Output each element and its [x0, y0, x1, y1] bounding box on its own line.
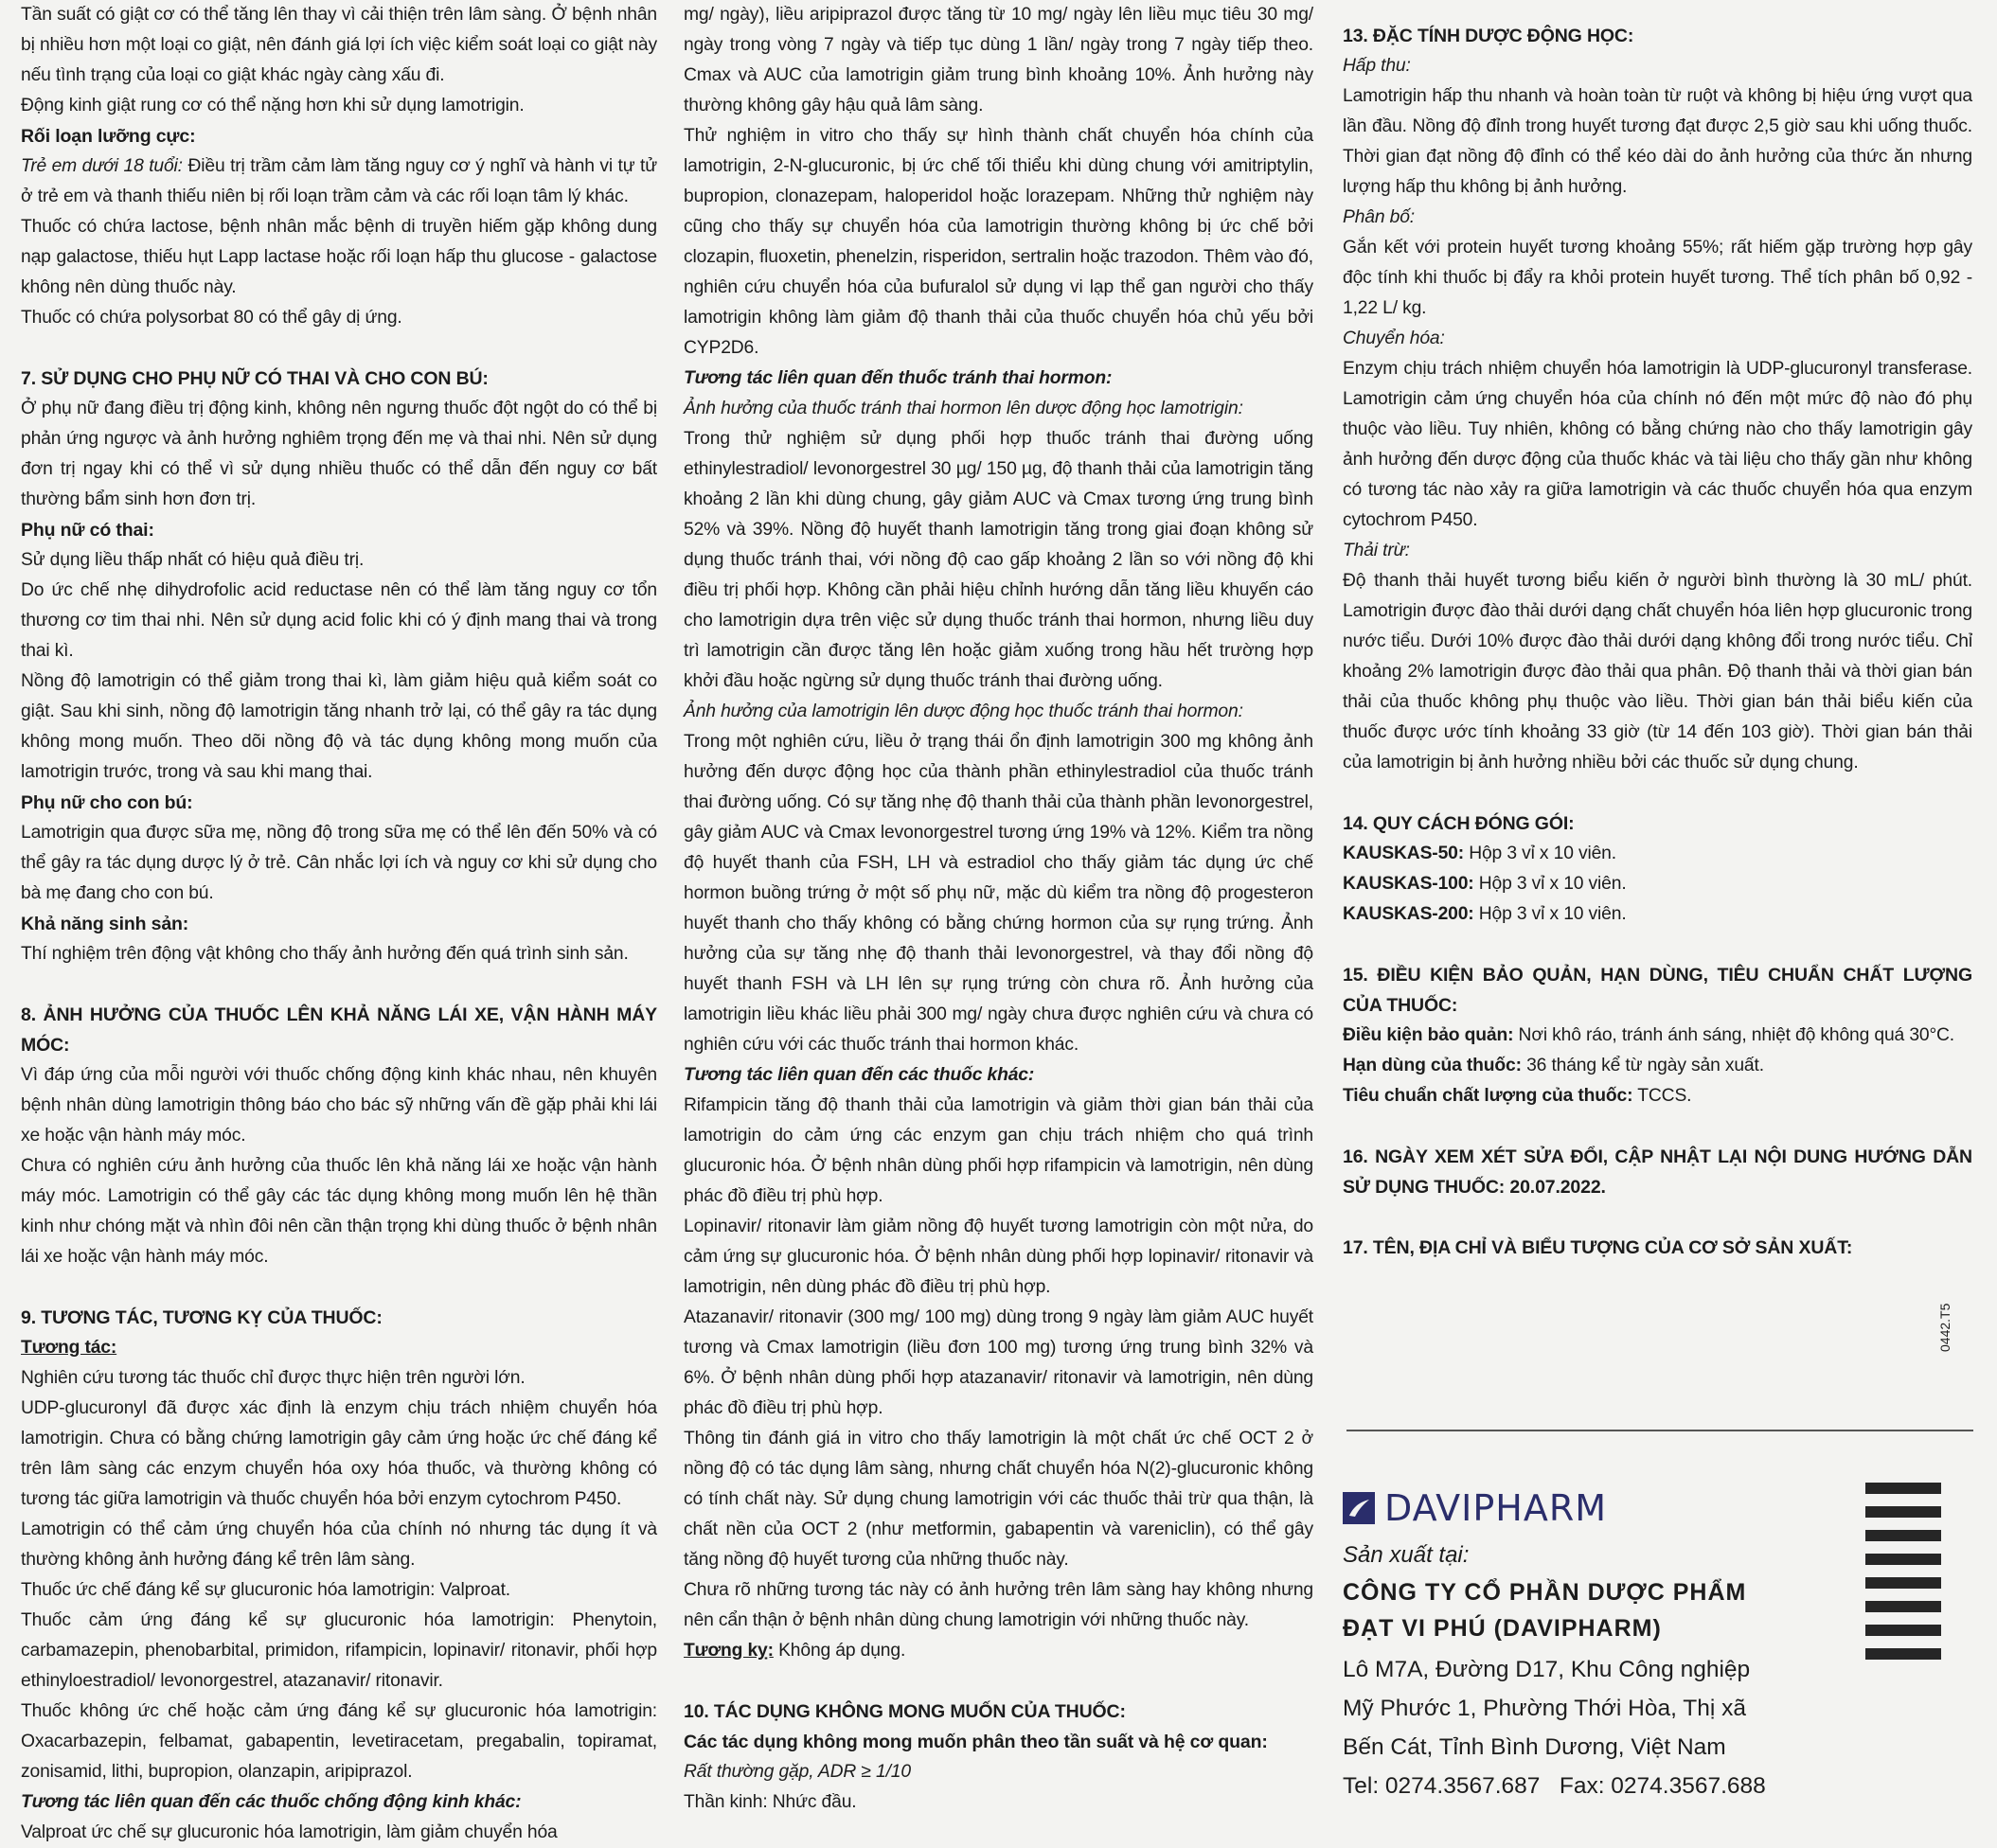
subheading [21, 1333, 657, 1363]
section-heading [1343, 1142, 1972, 1202]
paragraph [21, 666, 657, 788]
address-line3: Bến Cát, Tỉnh Bình Dương, Việt Nam [1343, 1734, 1726, 1760]
phone-fax: Tel: 0274.3567.687 Fax: 0274.3567.688 [1343, 1773, 1766, 1799]
paragraph [1343, 839, 1972, 869]
text: Thuốc không ức chế hoặc cảm ứng đáng kể sự glucuronic hóa lamotrigin: Oxacarbazepin, felbamat, gabapentin, levetiracetam, pregabalin, topiramat, zonisamid, lithi, bupropion, olanzapin, aripiprazol. [21, 1701, 657, 1782]
paragraph [21, 1818, 657, 1848]
paragraph [21, 1060, 657, 1151]
section-heading [21, 1303, 657, 1333]
paragraph [21, 91, 657, 121]
lead-text: Điều kiện bảo quản: [1343, 1025, 1514, 1045]
text: Enzym chịu trách nhiệm chuyển hóa lamotrigin là UDP-glucuronyl transferase. Lamotrigin cảm ứng chuyển hóa của chính nó đến một mức độ nào đó phụ thuộc vào liều. Tuy nhiên, không có bằng chứng nào cho thấy lamotrigin gây ảnh hưởng đến dược động của thuốc khác và tài liệu cho thấy gần như không có tương tác nào xảy ra giữa lamotrigin và các thuốc chuyển hóa qua enzym cytochrom P450. [1343, 359, 1972, 530]
text: Phụ nữ có thai: [21, 520, 154, 541]
paragraph [1343, 899, 1972, 930]
divider-line [1346, 1430, 1973, 1431]
text: Hộp 3 vỉ x 10 viên. [1473, 904, 1627, 924]
spacer [21, 333, 657, 364]
lead-text: KAUSKAS-100: [1343, 874, 1474, 894]
text: 10. TÁC DỤNG KHÔNG MONG MUỐN CỦA THUỐC: [684, 1701, 1126, 1722]
paragraph [1343, 233, 1972, 324]
text: Thuốc có chứa lactose, bệnh nhân mắc bệnh di truyền hiếm gặp không dung nạp galactose, thiếu hụt Lapp lactase hoặc rối loạn hấp thu glucose - galactose không nên dùng thuốc này. [21, 217, 657, 297]
spacer [684, 1666, 1313, 1697]
text: Tương tác liên quan đến các thuốc khác: [684, 1065, 1035, 1085]
document-code: 0442.T5 [1937, 1303, 1952, 1352]
text: Điều trị trầm cảm làm tăng nguy cơ ý nghĩ và hành vi tự tử ở trẻ em và thanh thiếu niên bị rối loạn trầm cảm và các rối loạn tâm lý khác. [21, 156, 657, 206]
text: 7. SỬ DỤNG CHO PHỤ NỮ CÓ THAI VÀ CHO CON BÚ: [21, 368, 489, 389]
davipharm-logo-icon [1343, 1492, 1375, 1524]
text: Hộp 3 vỉ x 10 viên. [1473, 874, 1627, 894]
paragraph [1343, 869, 1972, 899]
text: Vì đáp ứng của mỗi người với thuốc chống động kinh khác nhau, nên khuyên bệnh nhân dùng lamotrigin thông báo cho bác sỹ những vấn đề gặp phải khi lái xe hoặc vận hành máy móc. [21, 1065, 657, 1146]
section-heading [21, 364, 657, 394]
paragraph [21, 1606, 657, 1697]
subheading [21, 121, 657, 151]
paragraph [684, 1091, 1313, 1212]
paragraph [684, 1575, 1313, 1636]
text: Lamotrigin hấp thu nhanh và hoàn toàn từ ruột và không bị hiệu ứng vượt qua lần đầu. Nồng độ đỉnh trong huyết tương đạt được 2,5 giờ sau khi uống thuốc. Thời gian đạt nồng độ đỉnh có thể kéo dài do ảnh hưởng của thức ăn nhưng lượng hấp thu không bị ảnh hưởng. [1343, 86, 1972, 197]
text: UDP-glucuronyl đã được xác định là enzym chịu trách nhiệm chuyển hóa lamotrigin. Chưa có bằng chứng lamotrigin gây cảm ứng hoặc ức chế đáng kể trên lâm sàng các enzym chuyển hóa oxy hóa thuốc, và thường không có tương tác giữa lamotrigin và thuốc chuyển hóa bởi enzym cytochrom P450. [21, 1398, 657, 1509]
text: Nghiên cứu tương tác thuốc chỉ được thực hiện trên người lớn. [21, 1368, 526, 1388]
text: Tương tác liên quan đến các thuốc chống động kinh khác: [21, 1792, 522, 1812]
text: 8. ẢNH HƯỞNG CỦA THUỐC LÊN KHẢ NĂNG LÁI XE, VẬN HÀNH MÁY MÓC: [21, 1004, 657, 1056]
subheading [1343, 51, 1972, 81]
subheading [1343, 324, 1972, 354]
spacer [1343, 1202, 1972, 1233]
paragraph [1343, 1021, 1972, 1051]
text: Động kinh giật rung cơ có thể nặng hơn khi sử dụng lamotrigin. [21, 96, 525, 116]
paragraph [1343, 354, 1972, 536]
paragraph [21, 939, 657, 969]
column-right [1343, 0, 1972, 1263]
paragraph [21, 576, 657, 666]
text: 17. TÊN, ĐỊA CHỈ VÀ BIỂU TƯỢNG CỦA CƠ SỞ SẢN XUẤT: [1343, 1237, 1853, 1258]
subheading [21, 909, 657, 939]
text: 13. ĐẶC TÍNH DƯỢC ĐỘNG HỌC: [1343, 26, 1634, 46]
paragraph [684, 424, 1313, 697]
text: Sử dụng liều thấp nhất có hiệu quả điều trị. [21, 550, 365, 570]
text: Lamotrigin qua được sữa mẹ, nồng độ trong sữa mẹ có thể lên đến 50% và có thể gây ra tác dụng dược lý ở trẻ. Cân nhắc lợi ích và nguy cơ khi sử dụng cho bà mẹ đang cho con bú. [21, 823, 657, 903]
text: Khả năng sinh sản: [21, 914, 189, 934]
paragraph [1343, 1081, 1972, 1111]
section-heading [1343, 960, 1972, 1021]
paragraph [684, 727, 1313, 1060]
lead-text: Tương kỵ: [684, 1641, 774, 1661]
text: Tần suất có giật cơ có thể tăng lên thay vì cải thiện trên lâm sàng. Ở bệnh nhân bị nhiều hơn một loại co giật, nên đánh giá lợi ích việc kiểm soát loại co giật này nếu tình trạng của loại co giật khác ngày càng xấu đi. [21, 5, 657, 85]
text: Hộp 3 vỉ x 10 viên. [1463, 844, 1616, 863]
text: Rối loạn lưỡng cực: [21, 126, 196, 147]
subheading [21, 788, 657, 818]
text: 16. NGÀY XEM XÉT SỬA ĐỔI, CẬP NHẬT LẠI NỘI DUNG HƯỚNG DẪN SỬ DỤNG THUỐC: 20.07.2022. [1343, 1146, 1972, 1198]
paragraph [684, 1212, 1313, 1303]
subheading [684, 697, 1313, 727]
column-left [21, 0, 657, 1848]
company-name-line1: CÔNG TY CỔ PHẦN DƯỢC PHẨM [1343, 1579, 1747, 1606]
text: Thử nghiệm in vitro cho thấy sự hình thành chất chuyển hóa chính của lamotrigin, 2-N-glucuronic, bị ức chế tối thiểu khi dùng chung với amitriptylin, bupropion, clonazepam, haloperidol hoặc lorazepam. Những thử nghiệm này cũng cho thấy sự chuyển hóa của lamotrigin thường không bị ức chế bởi clozapin, fluoxetin, phenelzin, risperidon, sertralin hoặc trazodon. Thêm vào đó, nghiên cứu chuyển hóa của bufuralol sử dụng vi lạp thể gan người cho thấy lamotrigin không làm giảm độ thanh thải của thuốc chuyển hóa chủ yếu bởi CYP2D6. [684, 126, 1313, 358]
lead-text: KAUSKAS-200: [1343, 904, 1474, 924]
address-line1: Lô M7A, Đường D17, Khu Công nghiệp [1343, 1657, 1751, 1682]
text: Phân bố: [1343, 207, 1415, 227]
text: Thuốc ức chế đáng kể sự glucuronic hóa lamotrigin: Valproat. [21, 1580, 510, 1600]
lead-text: KAUSKAS-50: [1343, 844, 1464, 863]
text: 14. QUY CÁCH ĐÓNG GÓI: [1343, 813, 1575, 834]
text: Tương tác: [21, 1338, 117, 1358]
paragraph [21, 151, 657, 212]
subheading [684, 364, 1313, 394]
made-at-label: Sản xuất tại: [1343, 1542, 1470, 1568]
lead-text: Trẻ em dưới 18 tuổi: [21, 156, 183, 176]
paragraph [684, 1636, 1313, 1666]
spacer [1343, 930, 1972, 960]
spacer [1343, 0, 1972, 21]
text: Gắn kết với protein huyết tương khoảng 55%; rất hiếm gặp trường hợp gây độc tính khi thuốc bị đẩy ra khỏi protein huyết tương. Thể tích phân bố 0,92 - 1,22 L/ kg. [1343, 238, 1972, 318]
subheading [684, 1060, 1313, 1091]
paragraph [684, 0, 1313, 121]
text: Không áp dụng. [773, 1641, 906, 1661]
paragraph [684, 1424, 1313, 1575]
paragraph [21, 394, 657, 515]
text: Chuyển hóa: [1343, 329, 1445, 348]
subheading [684, 1757, 1313, 1787]
text: mg/ ngày), liều aripiprazol được tăng từ 10 mg/ ngày lên liều mục tiêu 30 mg/ ngày trong vòng 7 ngày và tiếp tục dùng 1 lần/ ngày trong 7 ngày tiếp theo. Cmax và AUC của lamotrigin giảm trung bình khoảng 10%. Ảnh hưởng này thường không gây hậu quả lâm sàng. [684, 5, 1313, 116]
paragraph [21, 1394, 657, 1515]
text: Lopinavir/ ritonavir làm giảm nồng độ huyết tương lamotrigin còn một nửa, do cảm ứng sự glucuronic hóa. Ở bệnh nhân dùng phối hợp lopinavir/ ritonavir và lamotrigin, nên dùng phác đồ điều trị phù hợp. [684, 1217, 1313, 1297]
text: 9. TƯƠNG TÁC, TƯƠNG KỴ CỦA THUỐC: [21, 1307, 383, 1328]
paragraph [1343, 566, 1972, 778]
brand-logo [1343, 1487, 1873, 1529]
text: Lamotrigin có thể cảm ứng chuyển hóa của chính nó nhưng tác dụng ít và thường không ảnh hưởng đáng kể trên lâm sàng. [21, 1519, 657, 1570]
text: Nơi khô ráo, tránh ánh sáng, nhiệt độ không quá 30°C. [1513, 1025, 1955, 1045]
text: Valproat ức chế sự glucuronic hóa lamotrigin, làm giảm chuyển hóa [21, 1822, 558, 1842]
text: Thuốc có chứa polysorbat 80 có thể gây dị ứng. [21, 308, 402, 328]
text: Chưa rõ những tương tác này có ảnh hưởng trên lâm sàng hay không nhưng nên cẩn thận ở bệnh nhân dùng chung lamotrigin với những thuốc này. [684, 1580, 1313, 1630]
text: Thần kinh: Nhức đầu. [684, 1792, 857, 1812]
subheading [1343, 536, 1972, 566]
address-line2: Mỹ Phước 1, Phường Thới Hòa, Thị xã [1343, 1696, 1746, 1721]
text: Ảnh hưởng của lamotrigin lên dược động học thuốc tránh thai hormon: [684, 702, 1243, 721]
paragraph [21, 818, 657, 909]
subheading [684, 1727, 1313, 1757]
section-heading [1343, 1233, 1972, 1263]
paragraph [21, 1515, 657, 1575]
text: Thải trừ: [1343, 541, 1410, 560]
text: Thông tin đánh giá in vitro cho thấy lamotrigin là một chất ức chế OCT 2 ở nồng độ có tác dụng lâm sàng, nhưng chất chuyển hóa N(2)-glucuronic không có tính chất này. Sử dụng chung lamotrigin với các thuốc thải trừ qua thận, là chất nền của OCT 2 (như metformin, gabapentin và vareniclin), có thể gây tăng nồng độ huyết tương của những thuốc này. [684, 1429, 1313, 1570]
paragraph [21, 1575, 657, 1606]
text: Thuốc cảm ứng đáng kể sự glucuronic hóa lamotrigin: Phenytoin, carbamazepin, phenobarbital, primidon, rifampicin, lopinavir/ ritonavir, phối hợp ethinyloestradiol/ levonorgestrel, atazanavir/ ritonavir. [21, 1610, 657, 1691]
spacer [1343, 1111, 1972, 1142]
text: Các tác dụng không mong muốn phân theo tần suất và hệ cơ quan: [684, 1732, 1268, 1752]
spacer [21, 1272, 657, 1303]
paragraph [684, 121, 1313, 364]
text: Rất thường gặp, ADR ≥ 1/10 [684, 1762, 911, 1782]
manufacturer-block [1343, 1482, 1873, 1805]
paragraph [21, 303, 657, 333]
subheading [21, 515, 657, 545]
text: Trong thử nghiệm sử dụng phối hợp thuốc tránh thai đường uống ethinylestradiol/ levonorgestrel 30 µg/ 150 µg, độ thanh thải của lamotrigin tăng khoảng 2 lần khi dùng chung, gây giảm AUC và Cmax tương ứng trung bình 52% và 39%. Nồng độ huyết thanh lamotrigin tăng trong giai đoạn không sử dụng thuốc tránh thai, với nồng độ cao gấp khoảng 2 lần so với nồng độ khi điều trị phối hợp. Không cần phải hiệu chỉnh hướng dẫn tăng liều khuyến cáo cho lamotrigin dựa trên việc sử dụng thuốc tránh thai hormon, nhưng liều duy trì lamotrigin cần được tăng lên hoặc giảm xuống trong hầu hết trường hợp khởi đầu hoặc ngừng sử dụng thuốc tránh thai đường uống. [684, 429, 1313, 691]
lead-text: Hạn dùng của thuốc: [1343, 1056, 1522, 1075]
text: Tương tác liên quan đến thuốc tránh thai hormon: [684, 368, 1113, 388]
company-name-line2: ĐẠT VI PHÚ (DAVIPHARM) [1343, 1615, 1662, 1642]
text: Rifampicin tăng độ thanh thải của lamotrigin và giảm thời gian bán thải của lamotrigin do cảm ứng các enzym gan chịu trách nhiệm cho quá trình glucuronic hóa. Ở bệnh nhân dùng phối hợp rifampicin và lamotrigin, nên dùng phác đồ điều trị phù hợp. [684, 1095, 1313, 1206]
section-heading [21, 1000, 657, 1060]
subheading [21, 1787, 657, 1818]
paragraph [21, 1151, 657, 1272]
lead-text: Tiêu chuẩn chất lượng của thuốc: [1343, 1086, 1633, 1106]
paragraph [21, 545, 657, 576]
paragraph [684, 1303, 1313, 1424]
text: TCCS. [1632, 1086, 1692, 1106]
subheading [1343, 203, 1972, 233]
text: Trong một nghiên cứu, liều ở trạng thái ổn định lamotrigin 300 mg không ảnh hưởng đến dược động học của thành phần ethinylestradiol của thuốc tránh thai đường uống. Có sự tăng nhẹ độ thanh thải của thành phần levonorgestrel, gây giảm AUC và Cmax levonorgestrel tương ứng 19% và 12%. Kiểm tra nồng độ huyết thanh của FSH, LH và estradiol cho thấy giảm tác dụng ức chế hormon buồng trứng ở một số phụ nữ, mặc dù kiểm tra nồng độ progesteron huyết thanh cho thấy không có bằng chứng hormon của sự rụng trứng. Ảnh hưởng của sự tăng nhẹ độ thanh thải levonorgestrel, và thay đổi nồng độ huyết thanh FSH và LH lên sự rụng trứng còn chưa rõ. Ảnh hưởng của lamotrigin liều khác liều phải 300 mg/ ngày chưa được nghiên cứu và chưa có nghiên cứu với các thuốc tránh thai hormon khác. [684, 732, 1313, 1055]
paragraph [684, 1787, 1313, 1818]
text: Thí nghiệm trên động vật không cho thấy ảnh hưởng đến quá trình sinh sản. [21, 944, 629, 964]
paragraph [21, 1697, 657, 1787]
spacer [1343, 778, 1972, 808]
paragraph [21, 1363, 657, 1394]
section-heading [684, 1697, 1313, 1727]
spacer [21, 969, 657, 1000]
text: Hấp thu: [1343, 56, 1411, 76]
text: Phụ nữ cho con bú: [21, 792, 193, 813]
text: 15. ĐIỀU KIỆN BẢO QUẢN, HẠN DÙNG, TIÊU CHUẨN CHẤT LƯỢNG CỦA THUỐC: [1343, 965, 1972, 1016]
text: Chưa có nghiên cứu ảnh hưởng của thuốc lên khả năng lái xe hoặc vận hành máy móc. Lamotrigin có thể gây các tác dụng không mong muốn lên hệ thần kinh như chóng mặt và nhìn đôi nên cần thận trọng khi dùng thuốc ở bệnh nhân lái xe hoặc vận hành máy móc. [21, 1156, 657, 1267]
brand-name: DAVIPHARM [1384, 1487, 1608, 1529]
text: 36 tháng kể từ ngày sản xuất. [1521, 1056, 1764, 1075]
text: Nồng độ lamotrigin có thể giảm trong thai kì, làm giảm hiệu quả kiểm soát co giật. Sau khi sinh, nồng độ lamotrigin tăng nhanh trở lại, có thể gây ra tác dụng không mong muốn. Theo dõi nồng độ và tác dụng không mong muốn của lamotrigin trước, trong và sau khi mang thai. [21, 671, 657, 782]
section-heading [1343, 21, 1972, 51]
text: Do ức chế nhẹ dihydrofolic acid reductase nên có thể làm tăng nguy cơ tổn thương cơ tim thai nhi. Nên sử dụng acid folic khi có ý định mang thai và trong thai kì. [21, 580, 657, 661]
subheading [684, 394, 1313, 424]
text: Atazanavir/ ritonavir (300 mg/ 100 mg) dùng trong 9 ngày làm giảm AUC huyết tương và Cmax lamotrigin (liều đơn 100 mg) tương ứng trung bình 32% và 6%. Ở bệnh nhân dùng phối hợp atazanavir/ ritonavir và lamotrigin, nên dùng phác đồ điều trị phù hợp. [684, 1307, 1313, 1418]
pharmacode-barcode [1865, 1483, 1941, 1672]
paragraph [1343, 1051, 1972, 1081]
column-middle [684, 0, 1313, 1818]
paragraph [21, 212, 657, 303]
text: Ở phụ nữ đang điều trị động kinh, không nên ngưng thuốc đột ngột do có thể bị phản ứng ngược và ảnh hưởng nghiêm trọng đến mẹ và thai nhi. Nên sử dụng đơn trị ngay khi có thể vì sử dụng nhiều thuốc có thể dẫn đến nguy cơ bất thường bẩm sinh hơn đơn trị. [21, 399, 657, 509]
text: Độ thanh thải huyết tương biểu kiến ở người bình thường là 30 mL/ phút. Lamotrigin được đào thải dưới dạng chất chuyển hóa liên hợp glucuronic trong nước tiểu. Dưới 10% được đào thải dưới dạng không đổi trong nước tiểu. Chỉ khoảng 2% lamotrigin được đào thải qua phân. Độ thanh thải và thời gian bán thải của thuốc không phụ thuộc vào liều. Thời gian bán thải biểu kiến của thuốc được ước tính khoảng 33 giờ (từ 14 đến 103 giờ). Thời gian bán thải của lamotrigin bị ảnh hưởng nhiều bởi các thuốc sử dụng chung. [1343, 571, 1972, 773]
text: Ảnh hưởng của thuốc tránh thai hormon lên dược động học lamotrigin: [684, 399, 1243, 418]
paragraph [21, 0, 657, 91]
section-heading [1343, 808, 1972, 839]
paragraph [1343, 81, 1972, 203]
